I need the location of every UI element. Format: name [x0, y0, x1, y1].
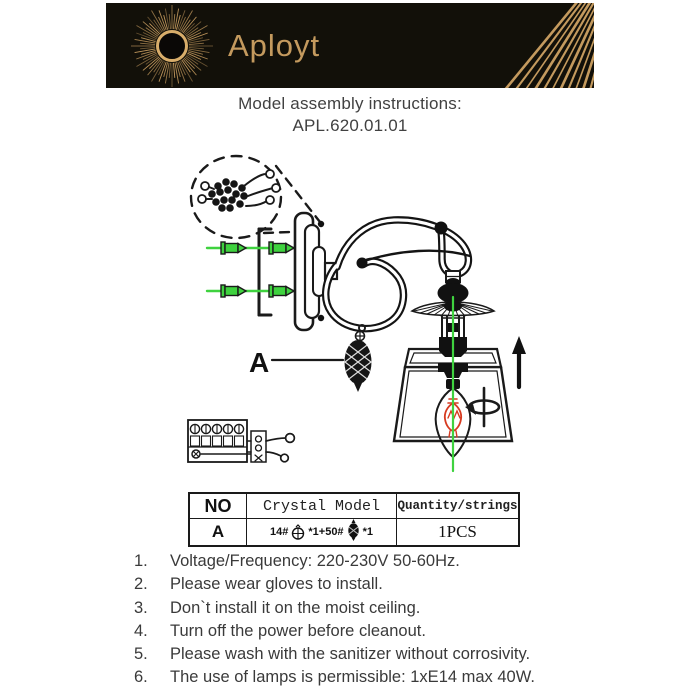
- table-row: [190, 519, 518, 545]
- list-item: 3. Don`t install it on the moist ceiling.: [134, 598, 421, 617]
- list-item: 1. Voltage/Frequency: 220-230V 50-60Hz.: [134, 552, 460, 570]
- title-line1: Model assembly instructions:: [238, 94, 462, 113]
- list-item: 2. Please wear gloves to install.: [134, 575, 383, 594]
- list-item: 4. Turn off the power before cleanout.: [134, 621, 426, 640]
- row-quantity: 1PCS: [438, 522, 477, 541]
- part-label-a: [249, 347, 343, 378]
- instruction-list: [134, 552, 604, 692]
- header-crystal-model: Crystal Model: [247, 494, 397, 518]
- pineapple-crystal-icon: [347, 519, 360, 541]
- ball-crystal-icon: [291, 524, 305, 541]
- brand-name: Aployt: [228, 27, 321, 63]
- parts-table: [188, 492, 520, 547]
- row-no: A: [190, 519, 247, 545]
- model-code: APL.620.01.01: [292, 115, 408, 135]
- table-header-row: [190, 494, 518, 519]
- row-spec: 14# *1+50# *1: [247, 519, 397, 545]
- list-item: 6. The use of lamps is permissible: 1xE14 max 40W.: [134, 668, 535, 687]
- up-arrow-icon: [512, 336, 526, 387]
- arm-finial-ball: [435, 222, 448, 235]
- header-no: NO: [190, 494, 247, 518]
- crystal-pendant: [345, 325, 372, 392]
- arm-inner-ball: [357, 258, 368, 269]
- header-quantity: Quantity/strings: [397, 499, 518, 513]
- terminal-block: [188, 420, 294, 462]
- terminal-beads: [208, 178, 248, 212]
- list-item: 5. Please wash with the sanitizer without corrosivity.: [134, 645, 531, 664]
- svg-text:A: A: [249, 347, 270, 378]
